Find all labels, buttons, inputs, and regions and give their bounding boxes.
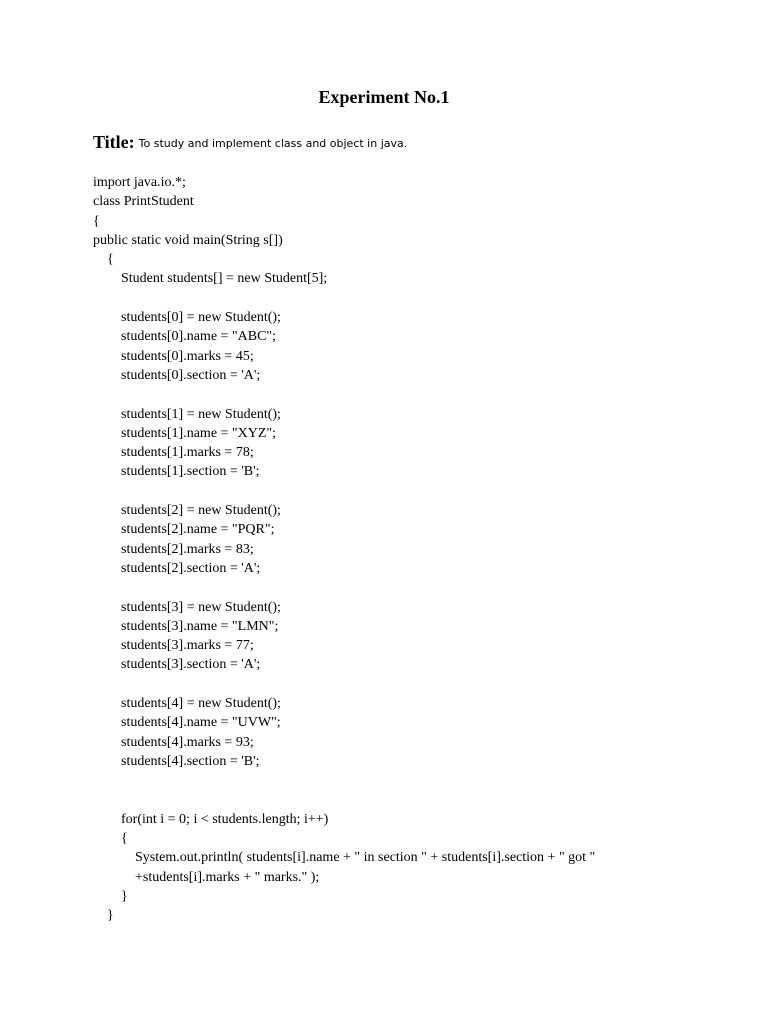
code-line: students[4] = new Student();	[93, 696, 281, 712]
code-line: students[3].section = 'A';	[93, 657, 261, 673]
code-line: students[1] = new Student();	[93, 406, 281, 422]
code-line	[93, 771, 595, 790]
code-line: students[3].name = "LMN";	[93, 618, 279, 634]
code-line: students[4].marks = 93;	[93, 734, 254, 750]
code-line: students[1].section = 'B';	[93, 464, 260, 480]
code-line: }	[93, 908, 114, 924]
code-line: students[4].section = 'B';	[93, 753, 260, 769]
code-line: students[2] = new Student();	[93, 503, 281, 519]
code-line: import java.io.*;	[93, 175, 186, 190]
experiment-heading: Experiment No.1	[318, 87, 450, 107]
title-text: To study and implement class and object in java.	[138, 137, 408, 150]
title-line	[93, 130, 407, 157]
code-line: students[0].section = 'A';	[93, 367, 261, 383]
code-line	[93, 675, 595, 694]
code-line: }	[93, 888, 128, 904]
code-line: students[2].section = 'A';	[93, 560, 261, 576]
code-line	[93, 482, 595, 501]
code-line: System.out.println( students[i].name + " in section " + students[i].section + " got "	[93, 850, 596, 866]
code-line: students[1].name = "XYZ";	[93, 425, 277, 441]
code-line	[93, 791, 595, 810]
code-line: students[3].marks = 77;	[93, 638, 254, 654]
code-line: public static void main(String s[])	[93, 232, 283, 248]
code-line: class PrintStudent	[93, 194, 194, 210]
code-line	[93, 289, 595, 308]
code-line: students[2].name = "PQR";	[93, 522, 275, 538]
code-line: {	[93, 213, 100, 229]
code-line: students[0] = new Student();	[93, 310, 281, 326]
code-line	[93, 578, 595, 597]
code-line	[93, 385, 595, 404]
code-line: students[4].name = "UVW";	[93, 715, 281, 731]
code-line: students[0].name = "ABC";	[93, 329, 277, 345]
code-line: +students[i].marks + " marks." );	[93, 869, 320, 885]
code-line: {	[93, 252, 114, 268]
title-label: Title:	[93, 132, 135, 152]
code-line: students[0].marks = 45;	[93, 348, 254, 364]
code-line: Student students[] = new Student[5];	[93, 271, 328, 287]
code-line: students[1].marks = 78;	[93, 445, 254, 461]
code-line: students[3] = new Student();	[93, 599, 281, 615]
code-line: for(int i = 0; i < students.length; i++)	[93, 811, 329, 827]
code-line: {	[93, 831, 128, 847]
code-line: students[2].marks = 83;	[93, 541, 254, 557]
code-listing	[93, 173, 595, 926]
